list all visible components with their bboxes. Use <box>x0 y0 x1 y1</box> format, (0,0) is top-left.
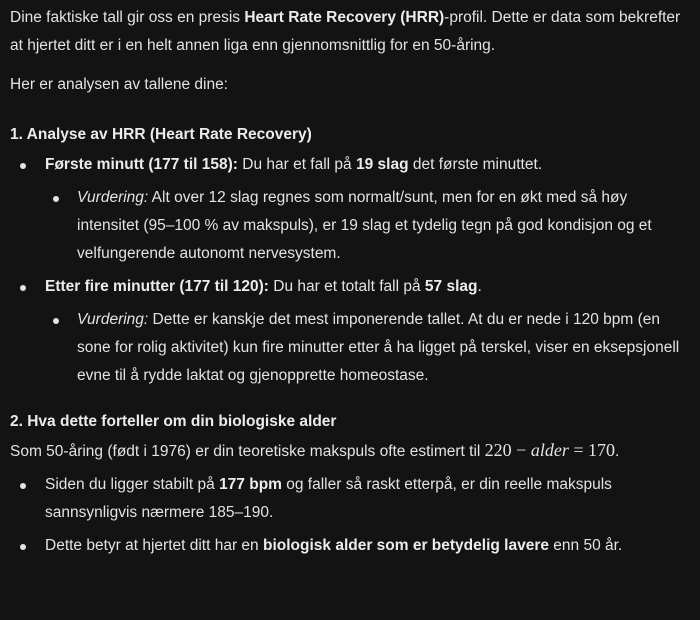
intro-paragraph <box>10 4 686 60</box>
bullet-dot <box>20 483 26 489</box>
item-bold-value: 177 bpm <box>219 476 282 493</box>
item-text: Siden du ligger stabilt på <box>45 476 220 493</box>
list-item <box>10 471 686 527</box>
assessment-label: Vurdering: <box>77 311 149 328</box>
intro-text: Dine faktiske tall gir oss en presis <box>10 9 245 26</box>
formula-equals: = <box>568 440 588 460</box>
section2-lead <box>10 436 686 466</box>
list-item <box>10 151 686 268</box>
item-bold-value: biologisk alder som er betydelig lavere <box>262 537 549 554</box>
bullet-dot <box>20 544 26 550</box>
formula-variable: alder <box>530 440 569 460</box>
formula-operator: − <box>511 440 531 460</box>
item-bold-label: Første minutt (177 til 158): <box>45 156 238 173</box>
item-bold-value: 19 slag <box>355 156 409 173</box>
formula <box>485 440 615 460</box>
assessment-label: Vurdering: <box>77 189 149 206</box>
sub-list-item <box>45 184 686 268</box>
item-text: Du har et fall på <box>237 156 356 173</box>
intro-bold: Heart Rate Recovery (HRR) <box>244 9 445 26</box>
item-text-end: enn 50 år. <box>548 537 623 554</box>
item-text: Dette betyr at hjertet ditt har en <box>45 537 263 554</box>
item-bold-value: 57 slag <box>424 278 478 295</box>
formula-result: 170 <box>587 440 615 460</box>
bullet-dot <box>53 196 59 202</box>
assessment-text: Dette er kanskje det mest imponerende tallet. At du er nede i 120 bpm (en sone for rolig aktivitet) kun fire minutter etter å ha ligget på terskel, viser en eksepsjonell evne til å rydde laktat og gjenopprette homeostase. <box>77 311 680 384</box>
section2-heading: 2. Hva dette forteller om din biologiske alder <box>10 413 337 430</box>
item-text-end: det første minuttet. <box>408 156 543 173</box>
bullet-dot <box>53 318 59 324</box>
assessment-text: Alt over 12 slag regnes som normalt/sunt, men for en økt med så høy intensitet (95–100 % av makspuls), er 19 slag et tydelig tegn på god kondisjon og et velfungerende autonomt nervesystem. <box>77 189 652 262</box>
formula-period: . <box>614 443 620 460</box>
list-item <box>10 273 686 390</box>
sub-list-item <box>45 306 686 390</box>
section2-lead-text: Som 50-åring (født i 1976) er din teoretiske makspuls ofte estimert til <box>10 443 485 460</box>
list-item <box>10 532 686 560</box>
item-text-end: og faller så raskt etterpå, er din reelle makspuls sannsynligvis nærmere 185–190. <box>45 476 612 521</box>
item-bold-label: Etter fire minutter (177 til 120): <box>45 278 269 295</box>
section1-list <box>10 151 686 390</box>
bullet-dot <box>20 285 26 291</box>
section2-list <box>10 471 686 560</box>
bullet-dot <box>20 163 26 169</box>
lead-paragraph: Her er analysen av tallene dine: <box>10 76 228 93</box>
sub-list <box>45 306 686 390</box>
formula-constant: 220 <box>484 440 512 460</box>
sub-list <box>45 184 686 268</box>
item-text-end: . <box>477 278 482 295</box>
intro-text-end: -profil. Dette er data som bekrefter at hjertet ditt er i en helt annen liga enn gjennomsnittlig for en 50-åring. <box>10 9 681 54</box>
section1-heading: 1. Analyse av HRR (Heart Rate Recovery) <box>10 126 312 143</box>
item-text: Du har et totalt fall på <box>268 278 425 295</box>
